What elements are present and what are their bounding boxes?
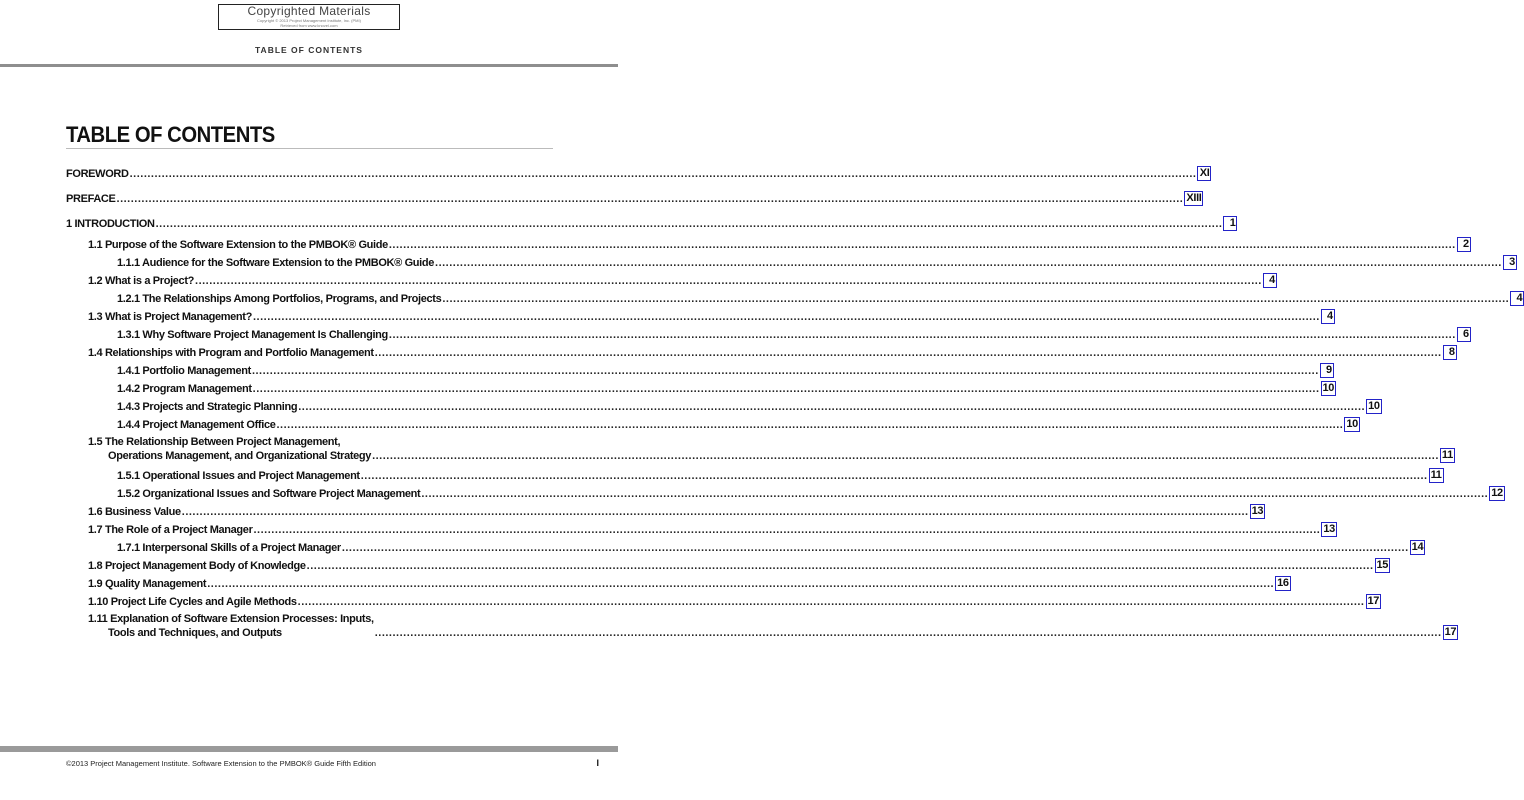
toc-entry[interactable] <box>117 540 1424 555</box>
toc-page-link[interactable]: 16 <box>1277 577 1289 589</box>
toc-page-link[interactable]: XI <box>1197 166 1211 181</box>
toc-page-link[interactable]: 13 <box>1323 523 1335 535</box>
toc-leader-dots: ............................................................................................................................................................................................................................................................................................................ <box>297 596 1365 608</box>
toc-entry-title: 1.1 Purpose of the Software Extension to the PMBOK® Guide <box>88 239 388 251</box>
toc-leader-dots: ............................................................................................................................................................................................................................................................................................................ <box>374 627 1442 639</box>
toc-page-link[interactable]: 1 <box>1223 216 1237 231</box>
toc-entry-title: 1.9 Quality Management <box>88 578 207 590</box>
toc-leader-dots: ............................................................................................................................................................................................................................................................................................................ <box>306 560 1374 572</box>
toc-leader-dots: ............................................................................................................................................................................................................................................................................................................ <box>207 578 1275 590</box>
toc-entry-title: 1.4.1 Portfolio Management <box>117 365 251 377</box>
toc-page-link[interactable]: 11 <box>1430 469 1442 481</box>
toc-page-link[interactable]: 9 <box>1320 363 1334 378</box>
toc-leader-dots: ............................................................................................................................................................................................................................................................................................................ <box>116 193 1184 205</box>
page-number: I <box>596 758 599 768</box>
toc-entry[interactable] <box>88 612 1457 640</box>
toc-page-link[interactable]: 14 <box>1411 541 1424 553</box>
toc-entry-title: 1.5.1 Operational Issues and Project Management <box>117 470 360 482</box>
toc-page-link[interactable]: 2 <box>1457 237 1471 252</box>
toc-leader-dots: ............................................................................................................................................................................................................................................................................................................ <box>181 506 1249 518</box>
toc-entry[interactable] <box>88 576 1289 591</box>
toc-leader-dots: ............................................................................................................................................................................................................................................................................................................ <box>298 401 1366 413</box>
toc-entry[interactable] <box>88 594 1380 609</box>
toc-entry-title: 1.7 The Role of a Project Manager <box>88 524 253 536</box>
toc-page-link[interactable]: 4 <box>1263 273 1277 288</box>
toc-entry-title: 1.1.1 Audience for the Software Extension to the PMBOK® Guide <box>117 257 435 269</box>
toc-entry-line-2: Tools and Techniques, and Outputs <box>108 627 282 639</box>
toc-page-link[interactable]: 13 <box>1251 505 1264 517</box>
toc-entry[interactable] <box>88 435 1453 463</box>
toc-page-link[interactable]: 11 <box>1441 449 1453 461</box>
toc-entry-title: 1.2 What is a Project? <box>88 275 195 287</box>
toc-leader-dots: ............................................................................................................................................................................................................................................................................................................ <box>421 488 1489 500</box>
toc-leader-dots: ............................................................................................................................................................................................................................................................................................................ <box>360 470 1428 482</box>
toc-entry[interactable] <box>88 309 1333 324</box>
toc-entry[interactable] <box>117 486 1503 501</box>
footer-rule <box>0 746 618 752</box>
toc-leader-dots: ............................................................................................................................................................................................................................................................................................................ <box>442 293 1510 305</box>
toc-entry-line-1: 1.5 The Relationship Between Project Management, <box>88 436 341 448</box>
toc-entry-title: 1.4.3 Projects and Strategic Planning <box>117 401 298 413</box>
toc-leader-dots: ............................................................................................................................................................................................................................................................................................................ <box>276 419 1344 431</box>
toc-entry[interactable] <box>88 237 1469 252</box>
toc-leader-dots: ............................................................................................................................................................................................................................................................................................................ <box>251 365 1319 377</box>
toc-entry[interactable] <box>117 399 1380 414</box>
toc-entry-title: 1.8 Project Management Body of Knowledge <box>88 560 306 572</box>
toc-entry[interactable] <box>117 255 1515 270</box>
toc-entry[interactable] <box>66 216 1236 231</box>
toc-entry-title: 1.3.1 Why Software Project Management Is Challenging <box>117 329 388 341</box>
toc-leader-dots: ............................................................................................................................................................................................................................................................................................................ <box>372 450 1439 462</box>
toc-entry-title: 1.2.1 The Relationships Among Portfolios, Programs, and Projects <box>117 293 442 305</box>
toc-leader-dots: ............................................................................................................................................................................................................................................................................................................ <box>253 524 1321 536</box>
toc-entry-title: FOREWORD <box>66 168 129 180</box>
toc-leader-dots: ............................................................................................................................................................................................................................................................................................................ <box>388 329 1456 341</box>
toc-entry-title: 1.4.2 Program Management <box>117 383 252 395</box>
toc-page-link[interactable]: 3 <box>1503 255 1517 270</box>
toc-entry-title: 1.5.2 Organizational Issues and Software Project Management <box>117 488 421 500</box>
toc-entry-title: 1.10 Project Life Cycles and Agile Methods <box>88 596 297 608</box>
running-head: TABLE OF CONTENTS <box>255 45 363 55</box>
toc-entry-title <box>88 612 374 640</box>
toc-entry[interactable] <box>88 504 1264 519</box>
toc-entry[interactable] <box>117 291 1523 306</box>
toc-page-link[interactable]: 4 <box>1321 309 1335 324</box>
toc-entry[interactable] <box>117 468 1442 483</box>
toc-entry[interactable] <box>66 166 1210 181</box>
toc-leader-dots: ............................................................................................................................................................................................................................................................................................................ <box>195 275 1262 287</box>
toc-page-link[interactable]: 10 <box>1346 418 1358 430</box>
toc-page-link[interactable]: XIII <box>1186 192 1202 204</box>
toc-page-link[interactable]: 8 <box>1443 345 1457 360</box>
toc-entry[interactable] <box>88 558 1389 573</box>
toc-entry[interactable] <box>88 345 1455 360</box>
toc-page-link[interactable]: 15 <box>1376 559 1389 571</box>
toc-entry-title: 1.7.1 Interpersonal Skills of a Project Manager <box>117 542 341 554</box>
toc-page-link[interactable]: 17 <box>1367 595 1380 607</box>
stamp-title: Copyrighted Materials <box>247 4 371 18</box>
toc-entry[interactable] <box>88 273 1275 288</box>
toc-entry[interactable] <box>117 381 1335 396</box>
toc-entry-line-1: 1.11 Explanation of Software Extension Processes: Inputs, <box>88 613 374 625</box>
toc-leader-dots: ............................................................................................................................................................................................................................................................................................................ <box>252 311 1320 323</box>
toc-entry[interactable] <box>88 522 1335 537</box>
toc-leader-dots: ............................................................................................................................................................................................................................................................................................................ <box>341 542 1409 554</box>
toc-page-link[interactable]: 12 <box>1491 487 1503 499</box>
toc-entry[interactable] <box>117 363 1332 378</box>
stamp-line-2: Retrieved from www.knovel.com <box>280 23 338 28</box>
toc-leader-dots: ............................................................................................................................................................................................................................................................................................................ <box>129 168 1197 180</box>
toc-page-link[interactable]: 6 <box>1457 327 1471 342</box>
toc-leader-dots: ............................................................................................................................................................................................................................................................................................................ <box>252 383 1320 395</box>
toc-entry-title: PREFACE <box>66 193 116 205</box>
toc-entry[interactable] <box>117 417 1358 432</box>
toc-page-link[interactable]: 4 <box>1510 291 1524 306</box>
toc-entry-title: 1.4 Relationships with Program and Portfolio Management <box>88 347 374 359</box>
toc-entry-title <box>88 435 371 463</box>
toc-entry-title: 1.3 What is Project Management? <box>88 311 252 323</box>
toc-leader-dots: ............................................................................................................................................................................................................................................................................................................ <box>435 257 1502 269</box>
toc-entry[interactable] <box>117 327 1469 342</box>
toc-page-link[interactable]: 10 <box>1368 400 1380 412</box>
toc-leader-dots: ............................................................................................................................................................................................................................................................................................................ <box>155 218 1223 230</box>
toc-leader-dots: ............................................................................................................................................................................................................................................................................................................ <box>374 347 1442 359</box>
toc-entry-title: 1 INTRODUCTION <box>66 218 155 230</box>
footer-text: ©2013 Project Management Institute. Software Extension to the PMBOK® Guide Fifth Edition <box>66 759 376 768</box>
toc-entry-title: 1.6 Business Value <box>88 506 181 518</box>
toc-entry-line-2: Operations Management, and Organizational Strategy <box>108 450 372 462</box>
toc-entry[interactable] <box>66 191 1202 206</box>
toc-leader-dots: ............................................................................................................................................................................................................................................................................................................ <box>388 239 1456 251</box>
toc-entry-title: 1.4.4 Project Management Office <box>117 419 276 431</box>
toc-page-link[interactable]: 17 <box>1444 626 1457 638</box>
stamp-line-1: Copyright © 2013 Project Management Institute, Inc. (PMI) <box>257 18 361 23</box>
page-title: TABLE OF CONTENTS <box>66 122 275 147</box>
toc-page-link[interactable]: 10 <box>1322 382 1335 394</box>
